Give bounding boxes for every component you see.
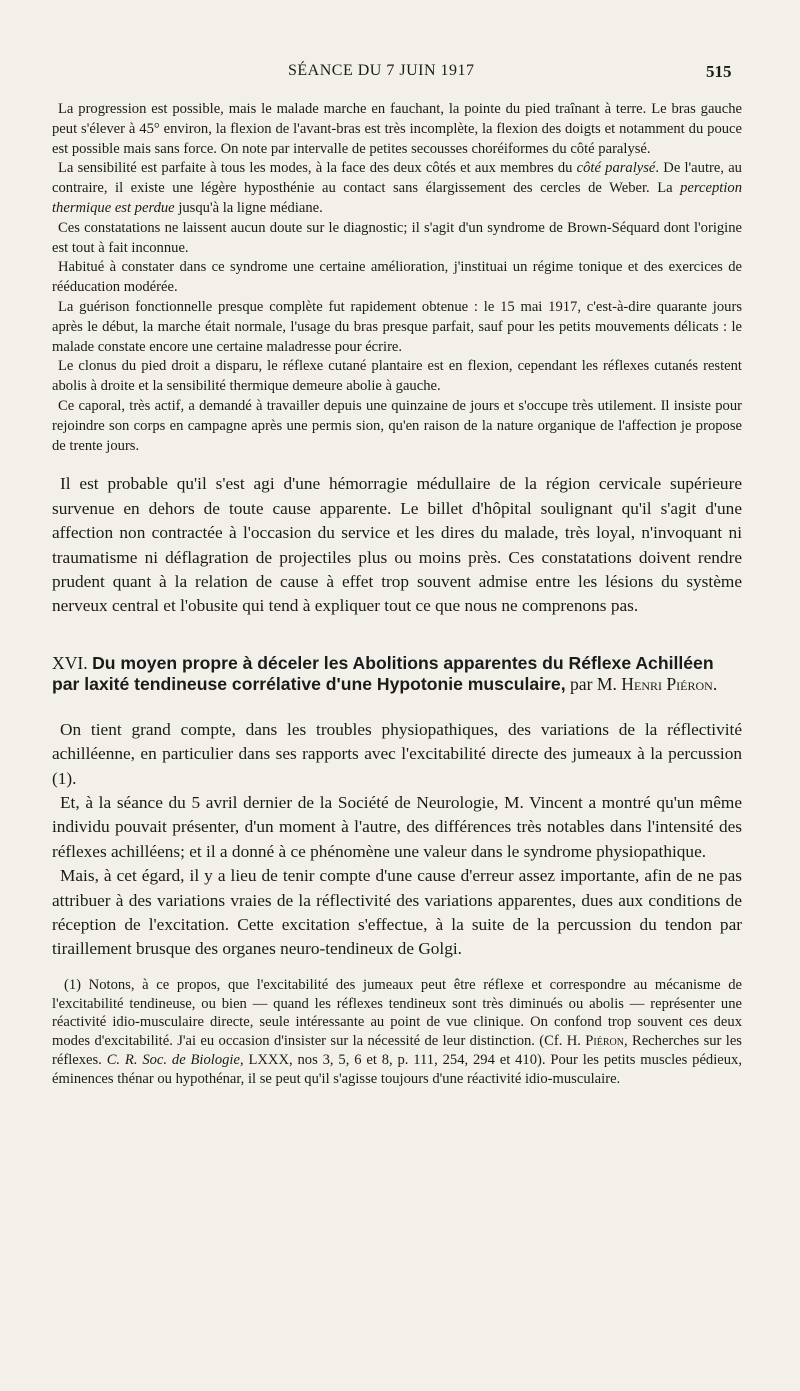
- footnote-journal: C. R. Soc. de Biologie: [106, 1052, 240, 1069]
- section-number: XVI.: [52, 652, 88, 673]
- section-paragraph-1: On tient grand compte, dans les troubles physiopathiques, des variations de la réflectivité achilléenne, en particulier dans ses rapports avec l'excitabilité directe des jumeaux à la percussion (1).: [52, 719, 742, 788]
- case-paragraph-2-italic-thermic: perception thermique est perdue: [52, 180, 742, 216]
- section-author-end: .: [712, 674, 718, 695]
- footnote: [52, 976, 742, 1089]
- case-paragraph-6: Le clonus du pied droit a disparu, le réflexe cutané plantaire est en flexion, cependant les réflexes cutanés restent abolis à droite et la sensibilité thermique demeure abolie à gauche.: [52, 358, 742, 395]
- page-header: [0, 62, 800, 84]
- case-paragraph-7: Ce caporal, très actif, a demandé à travailler depuis une quinzaine de jours et s'occupe très utilement. Il insiste pour rejoindre son corps en campagne après une permis sion, qu'en raison de la nature organique de l'affection je propose de trente jours.: [52, 397, 742, 454]
- section-by: par M.: [569, 674, 617, 695]
- page-number: 515: [706, 62, 732, 81]
- section-title: Du moyen propre à déceler les Abolitions apparentes du Réflexe Achilléen par laxité tendineuse corrélative d'une Hypotonie musculaire,: [52, 652, 714, 695]
- footnote-mid: , Recherches sur les réflexes.: [52, 1033, 742, 1069]
- section-paragraph-3: Mais, à cet égard, il y a lieu de tenir compte d'une cause d'erreur assez importante, afin de ne pas attribuer à des variations vraies de la réflectivité des variations apparentes, dues aux conditions de réception de l'excitation. Cette excitation s'effectue, à la suite de la percussion du tendon par tiraillement brusque des organes neuro-tendineux de Golgi.: [52, 866, 742, 959]
- case-paragraph-2-start: La sensibilité est parfaite à tous les modes, à la face des deux côtés et aux membres du: [58, 160, 577, 177]
- case-paragraph-4: Habitué à constater dans ce syndrome une certaine amélioration, j'instituai un régime tonique et des exercices de rééducation modérée.: [52, 259, 742, 296]
- running-title: SÉANCE DU 7 JUIN 1917: [288, 62, 475, 79]
- case-paragraph-2-end: jusqu'à la ligne médiane.: [174, 199, 323, 216]
- conclusion-paragraph: Il est probable qu'il s'est agi d'une hémorragie médullaire de la région cervicale supérieure survenue en dehors de toute cause apparente. Le billet d'hôpital soulignant qu'il s'agit d'une affection non contractée à l'occasion du service et les dires du malade, très loyal, n'invoquant ni traumatisme ni déflagration de projectiles plus ou moins près. Ces constatations doivent rendre prudent quant à la relation de cause à effet trop souvent admise entre les lésions du système nerveux central et l'obusite qui tend à expliquer tout ce que nous ne comprenons pas.: [52, 474, 742, 616]
- case-paragraph-5: La guérison fonctionnelle presque complète fut rapidement obtenue : le 15 mai 1917, c'est-à-dire quarante jours après le début, la marche était normale, l'usage du bras presque parfait, sauf pour les petits mouvements délicats : le malade constate encore une certaine maladresse pour écrire.: [52, 298, 742, 355]
- footnote-start: (1) Notons, à ce propos, que l'excitabilité des jumeaux peut être réflexe et correspondre au mécanisme de l'excitabilité tendineuse, ou bien — quand les réflexes tendineux sont très diminués ou abolis — représenter une réactivité idio-musculaire directe, seule intéressante au point de vue clinique. On confond trop souvent ces deux modes d'excitabilité. J'ai eu occasion d'insister sur la nécessité de leur distinction. (Cf. H.: [52, 976, 742, 1050]
- article-body: [52, 100, 742, 1089]
- case-paragraph-2-italic-side: côté paralysé: [576, 160, 656, 177]
- section-paragraph-2: Et, à la séance du 5 avril dernier de la Société de Neurologie, M. Vincent a montré qu'un même individu pouvait présenter, d'un moment à l'autre, des différences très notables dans l'intensité des réflexes achilléens; et il a donné à ce phénomène une valeur dans le syndrome physiopathique.: [52, 793, 742, 861]
- section-heading: [52, 653, 742, 696]
- case-paragraph-3: Ces constatations ne laissent aucun doute sur le diagnostic; il s'agit d'un syndrome de Brown-Séquard dont l'origine est tout à fait inconnue.: [52, 219, 742, 256]
- footnote-end: , LXXX, nos 3, 5, 6 et 8, p. 111, 254, 294 et 410). Pour les petits muscles pédieux, éminences thénar ou hypothénar, il se peut qu'il s'agisse toujours d'une réactivité idio-musculaire.: [52, 1052, 742, 1087]
- footnote-author: Piéron: [585, 1033, 624, 1050]
- case-paragraph-2: [52, 159, 742, 218]
- case-paragraph-1: La progression est possible, mais le malade marche en fauchant, la pointe du pied traînant à terre. Le bras gauche peut s'élever à 45° environ, la flexion de l'avant-bras est très incomplète, la flexion des doigts et notamment du pouce est possible mais sans force. On note par intervalle de petites secousses choréiformes du côté paralysé.: [52, 101, 742, 157]
- section-author: Henri Piéron: [621, 674, 713, 695]
- case-paragraph-2-middle: . De l'autre, au contraire, il existe une légère hyposthénie au contact sans élargissement des cercles de Weber. La: [52, 160, 742, 197]
